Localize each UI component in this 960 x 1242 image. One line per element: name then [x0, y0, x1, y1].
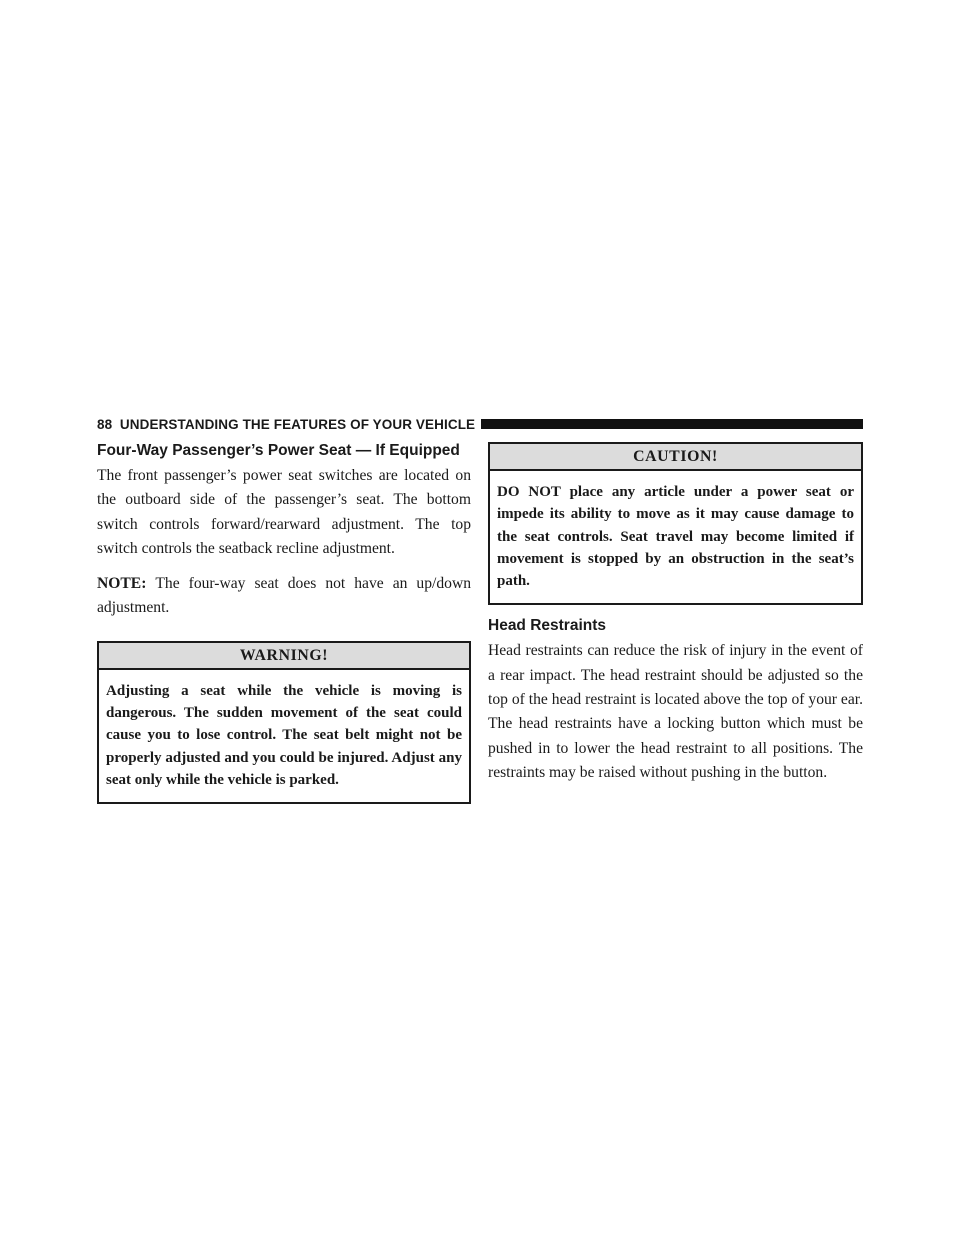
header-rule [481, 419, 863, 429]
power-seat-paragraph: The front passenger’s power seat switches are located on the outboard side of the passenger’s seat. The bottom switch controls forward/rearward adjustment. The top switch controls the seatback recline adjustment. [97, 467, 471, 557]
note-paragraph [97, 572, 471, 621]
warning-title: WARNING! [99, 643, 469, 670]
warning-text: Adjusting a seat while the vehicle is moving is dangerous. The sudden movement of the seat could cause you to lose control. The seat belt might not be properly adjusted and you could be injured. Adjust any seat only while the vehicle is parked. [106, 682, 462, 788]
caution-box [488, 442, 863, 605]
right-column [488, 442, 863, 785]
note-text: The four-way seat does not have an up/down adjustment. [97, 575, 471, 617]
page-number: 88 [97, 416, 113, 432]
left-column [97, 442, 471, 804]
header-text [97, 417, 481, 432]
head-restraints-paragraph: Head restraints can reduce the risk of injury in the event of a rear impact. The head restraint should be adjusted so the top of the head restraint is located above the top of your ear. The head restraints have a locking button which must be pushed in to lower the head restraint to all positions. The restraints may be raised without pushing in the button. [488, 642, 863, 781]
section-title: UNDERSTANDING THE FEATURES OF YOUR VEHICLE [119, 416, 476, 432]
warning-box [97, 641, 471, 804]
note-label: NOTE: [97, 575, 147, 593]
caution-title: CAUTION! [490, 444, 861, 471]
page-header [97, 416, 863, 432]
head-restraints-heading: Head Restraints [488, 617, 607, 635]
power-seat-heading: Four-Way Passenger’s Power Seat — If Equipped [97, 442, 460, 459]
caution-text: DO NOT place any article under a power seat or impede its ability to move as it may cause damage to the seat controls. Seat travel may become limited if movement is stopped by an obstruction in the seat’s path. [497, 484, 854, 590]
